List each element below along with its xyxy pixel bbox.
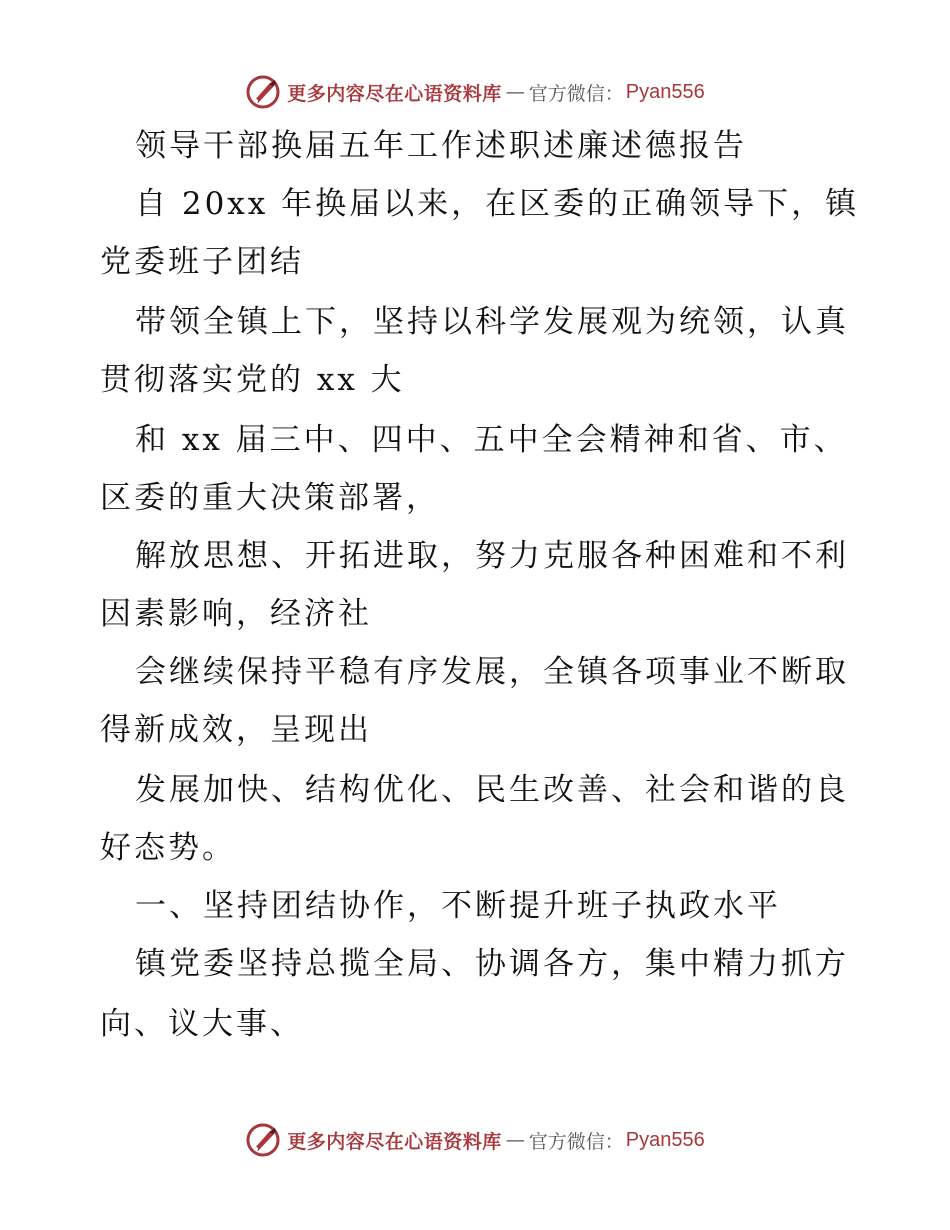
paragraph-line: 镇党委坚持总揽全局、协调各方，集中精力抓方 xyxy=(135,946,849,982)
paragraph-line: 解放思想、开拓进取，努力克服各种困难和不利 xyxy=(135,538,849,574)
banner-slogan: 更多内容尽在心语资料库 xyxy=(287,82,502,105)
paragraph-line: 会继续保持平稳有序发展，全镇各项事业不断取 xyxy=(135,654,849,690)
paragraph-line: 带领全镇上下，坚持以科学发展观为统领，认真 xyxy=(135,304,849,340)
paragraph-line: 得新成效，呈现出 xyxy=(100,712,372,748)
banner-wechat-id: Pyan556 xyxy=(625,80,705,103)
paragraph-line: 向、议大事、 xyxy=(100,1006,304,1042)
banner-dash: — xyxy=(505,81,525,103)
document-title: 领导干部换届五年工作述职述廉述德报告 xyxy=(135,128,747,164)
paragraph-line: 发展加快、结构优化、民生改善、社会和谐的良 xyxy=(135,772,849,808)
banner-official-label: 官方微信： xyxy=(528,1130,624,1153)
paragraph-line: 自 20xx 年换届以来，在区委的正确领导下，镇 xyxy=(135,186,860,222)
paragraph-line: 区委的重大决策部署， xyxy=(100,480,440,516)
banner-slogan: 更多内容尽在心语资料库 xyxy=(287,1130,502,1153)
paragraph-line: 和 xx 届三中、四中、五中全会精神和省、市、 xyxy=(135,422,848,458)
paragraph-line: 因素影响，经济社 xyxy=(100,596,372,632)
section-heading: 一、坚持团结协作，不断提升班子执政水平 xyxy=(135,888,781,924)
banner-official-label: 官方微信： xyxy=(528,82,624,105)
paragraph-line: 好态势。 xyxy=(100,830,236,866)
paragraph-line: 党委班子团结 xyxy=(100,244,304,280)
banner-dash: — xyxy=(505,1129,525,1151)
paragraph-line: 贯彻落实党的 xx 大 xyxy=(100,362,405,398)
pen-logo-icon xyxy=(245,1122,281,1158)
footer-banner xyxy=(0,1120,950,1160)
banner-wechat-id: Pyan556 xyxy=(625,1128,705,1151)
